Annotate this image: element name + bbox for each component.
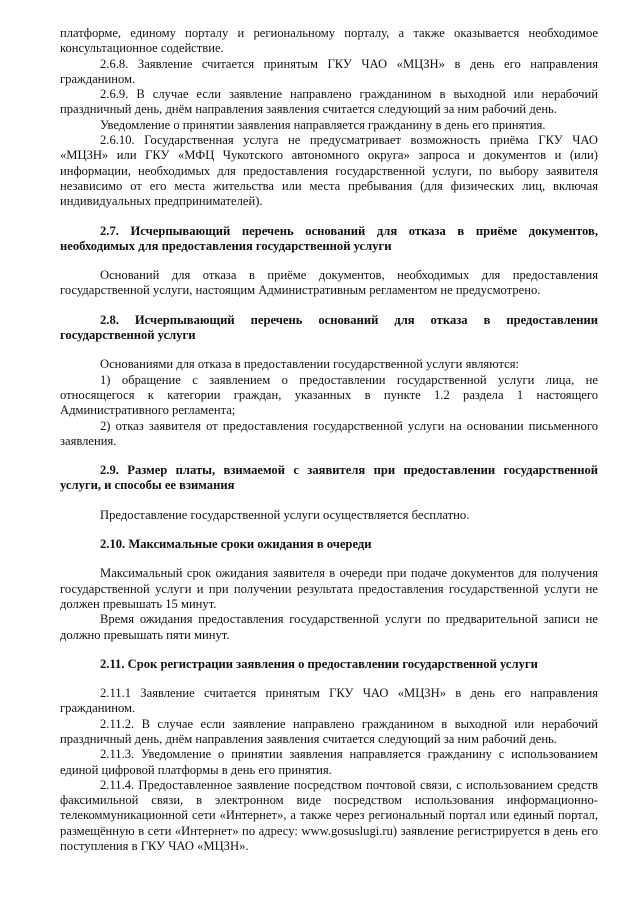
- paragraph-2-11-2: 2.11.2. В случае если заявление направлено гражданином в выходной или нерабочий праздничный день, днём направления заявления считается следующий за ним рабочий день.: [60, 716, 598, 746]
- paragraph-2-11-1: 2.11.1 Заявление считается принятым ГКУ ЧАО «МЦЗН» в день его направления гражданином.: [60, 686, 598, 716]
- paragraph-2-6-8: 2.6.8. Заявление считается принятым ГКУ ЧАО «МЦЗН» в день его направления гражданином.: [60, 56, 598, 86]
- paragraph-2-11-3: 2.11.3. Уведомление о принятии заявления направляется гражданину с использованием единой цифровой платформы в день его принятия.: [60, 747, 598, 777]
- paragraph-2-6-10: 2.6.10. Государственная услуга не предусматривает возможность приёма ГКУ ЧАО «МЦЗН» или ГКУ «МФЦ Чукотского автономного округа» запроса и документов и (или) информации, необходимых для предоставления государственной услуги, по выбору заявителя независимо от его места жительства или места пребывания (для физических лиц, включая индивидуальных предпринимателей).: [60, 133, 598, 209]
- heading-2-11: 2.11. Срок регистрации заявления о предоставлении государственной услуги: [100, 656, 538, 671]
- heading-2-9: 2.9. Размер платы, взимаемой с заявителя при предоставлении государственной услуги, и способы ее взимания: [60, 463, 598, 493]
- paragraph-2-10-1: Максимальный срок ожидания заявителя в очереди при подаче документов для получения государственной услуги и при получении результата предоставления государственной услуги не должен превышать 15 минут.: [60, 566, 598, 611]
- paragraph-2-7: Оснований для отказа в приёме документов, необходимых для предоставления государственной услуги, настоящим Административным регламентом не предусмотрено.: [60, 268, 598, 298]
- paragraph-2-8-item-1: 1) обращение с заявлением о предоставлении государственной услуги лица, не относящегося к категории граждан, указанных в пункте 1.2 раздела 1 настоящего Административного регламента;: [60, 372, 598, 418]
- paragraph-intro-continuation: платформе, единому порталу и региональному порталу, а также оказывается необходимое консультационное содействие.: [60, 26, 598, 56]
- document-page: [60, 26, 598, 854]
- heading-2-7: 2.7. Исчерпывающий перечень оснований для отказа в приёме документов, необходимых для предоставления государственной услуги: [60, 223, 598, 253]
- paragraph-2-6-9: 2.6.9. В случае если заявление направлено гражданином в выходной или нерабочий праздничный день, днём направления заявления считается следующий за ним рабочий день.: [60, 87, 598, 117]
- paragraph-2-10-2: Время ожидания предоставления государственной услуги по предварительной записи не должно превышать пяти минут.: [60, 612, 598, 642]
- paragraph-2-11-4: 2.11.4. Предоставленное заявление посредством почтовой связи, с использованием средств факсимильной связи, в электронном виде посредством использования информационно-телекоммуникационной сети «Интернет», а также через региональный портал или единый портал, размещённую в сети «Интернет» по адресу: www.gosuslugi.ru) заявление регистрируется в день его поступления в ГКУ ЧАО «МЦЗН».: [60, 777, 598, 854]
- heading-2-10: 2.10. Максимальные сроки ожидания в очереди: [100, 537, 372, 552]
- paragraph-2-9: Предоставление государственной услуги осуществляется бесплатно.: [100, 507, 470, 522]
- paragraph-2-8-intro: Основаниями для отказа в предоставлении государственной услуги являются:: [100, 357, 520, 372]
- paragraph-2-8-item-2: 2) отказ заявителя от предоставления государственной услуги на основании письменного заявления.: [60, 418, 598, 448]
- paragraph-notice: Уведомление о принятии заявления направляется гражданину в день его принятия.: [100, 117, 546, 132]
- heading-2-8: 2.8. Исчерпывающий перечень оснований для отказа в предоставлении государственной услуги: [60, 312, 598, 343]
